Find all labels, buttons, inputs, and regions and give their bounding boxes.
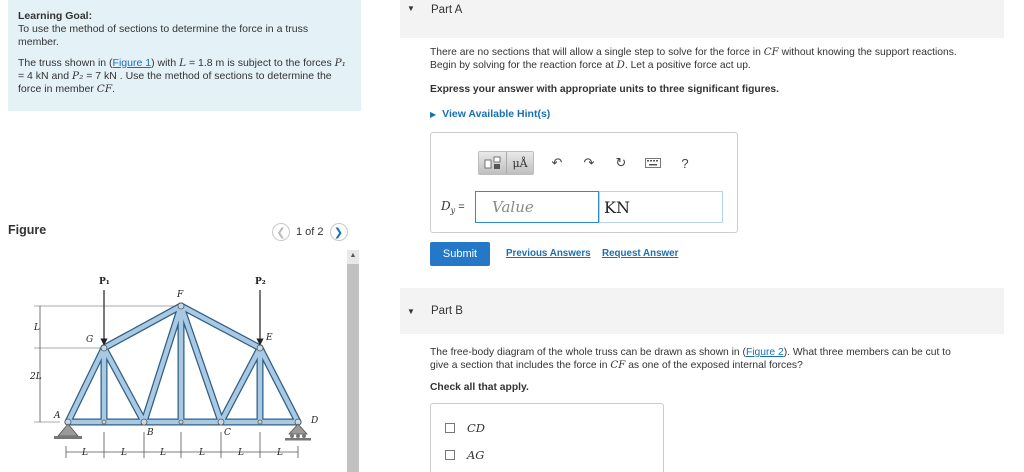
part-a-instruction: Express your answer with appropriate units to three significant figures. [430,84,780,95]
value-input[interactable] [475,191,599,223]
label-F: F [177,290,184,300]
keyboard-icon[interactable] [642,152,664,174]
dim-label-5: L [238,448,244,458]
undo-icon[interactable]: ↶ [551,155,563,170]
horizontal-dimensions [66,432,298,458]
checkbox[interactable] [445,423,455,433]
label-P2: P₂ [255,277,266,287]
template-icon[interactable] [479,152,506,174]
equation-label [441,199,465,215]
part-b-text-line1 [430,346,951,359]
truss-figure [0,262,345,472]
text-span: ). What three members can be cut to [783,347,951,358]
option-label: AG [467,448,485,462]
label-A: A [54,411,61,421]
part-b-instruction: Check all that apply. [430,382,529,393]
text-span: = 4 kN and [18,70,72,82]
dim-label-4: L [199,448,205,458]
equals-sign: = [455,201,465,213]
dim-label-3: L [160,448,166,458]
caret-right-icon: ▶ [430,110,437,119]
option-ag[interactable] [445,448,485,462]
text-span: The free-body diagram of the whole truss can be drawn as shown in ( [430,347,746,358]
submit-button[interactable]: Submit [430,242,490,266]
pin-support-A [54,424,82,439]
scrollbar-thumb[interactable] [347,264,359,472]
figure-heading: Figure [8,223,47,237]
view-hints-link[interactable] [430,108,550,120]
units-label: μÅ [512,156,528,170]
label-E: E [266,333,273,343]
part-a-text-line1 [430,46,957,59]
previous-answers-link[interactable]: Previous Answers [506,248,591,259]
figure-page-indicator: 1 of 2 [296,226,324,238]
part-b-header[interactable] [400,288,1004,334]
chevron-left-icon[interactable]: ❮ [272,223,290,241]
math-CF: CF [610,359,626,371]
dimension-2L: 2L [30,372,42,382]
collapse-triangle-icon[interactable]: ▼ [407,306,415,316]
learning-goal-intro: To use the method of sections to determine the force in a truss member. [18,23,309,48]
scroll-up-icon[interactable]: ▲ [347,250,359,262]
figure-2-link[interactable]: Figure 2 [745,347,784,358]
units-input[interactable] [599,191,723,223]
text-span: give a section that includes the force in [430,360,611,371]
math-D: D [441,199,451,213]
reset-icon[interactable]: ↻ [615,155,627,170]
redo-icon[interactable]: ↷ [583,155,595,170]
roller-support-D [285,424,311,441]
text-span: as one of the exposed internal forces? [625,360,803,371]
figure-pager [272,223,348,241]
part-a-header[interactable] [400,0,1004,38]
label-B: B [147,428,154,438]
truss-labels [53,277,318,438]
units-button[interactable] [506,152,533,174]
dim-label-2: L [121,448,127,458]
label-C: C [224,428,231,438]
text-span: The truss shown in ( [18,57,113,69]
label-D: D [311,416,319,426]
answer-entry-panel [430,132,738,233]
part-a-text-line2 [430,59,751,72]
hint-label: View Available Hint(s) [442,108,551,120]
math-P1: P₁ [334,57,346,69]
checkbox-options-panel [430,403,664,472]
text-span: ) with [151,57,180,69]
text-span: . [112,83,116,95]
learning-goal-panel [8,0,361,111]
label-P1: P₁ [99,277,110,287]
text-span: = 7 kN . Use the method of sections to determine the force in member [18,70,332,95]
math-subscript-y: y [450,206,456,216]
text-span: . Let a positive force act up. [624,60,751,71]
dim-label-1: L [82,448,88,458]
math-L: L [179,57,187,69]
toolbar-button-group [478,151,534,175]
checkbox[interactable] [445,450,455,460]
math-toolbar [478,151,706,175]
part-a-title: Part A [431,4,463,16]
option-cd[interactable] [445,421,485,435]
dim-label-6: L [277,448,283,458]
request-answer-link[interactable]: Request Answer [602,248,679,259]
help-icon[interactable]: ? [681,155,689,171]
math-CF: CF [96,83,113,95]
figure-1-link[interactable]: Figure 1 [112,57,152,69]
math-P2: P₂ [72,70,84,82]
chevron-right-icon[interactable]: ❯ [330,223,348,241]
math-D: D [616,59,625,71]
dimension-L: L [34,323,40,333]
text-span: without knowing the support reactions. [778,47,957,58]
learning-goal-title: Learning Goal: [18,10,93,22]
option-label: CD [467,421,486,435]
math-CF: CF [763,46,779,58]
text-span: Begin by solving for the reaction force at [430,60,617,71]
collapse-triangle-icon[interactable]: ▼ [407,4,415,13]
learning-goal-description [18,57,351,96]
part-b-text-line2 [430,359,803,372]
label-G: G [86,335,94,345]
part-b-title: Part B [431,305,463,317]
bottom-dimension-labels [81,448,283,458]
text-span: There are no sections that will allow a single step to solve for the force in [430,47,764,58]
text-span: = 1.8 m is subject to the forces [186,57,335,69]
